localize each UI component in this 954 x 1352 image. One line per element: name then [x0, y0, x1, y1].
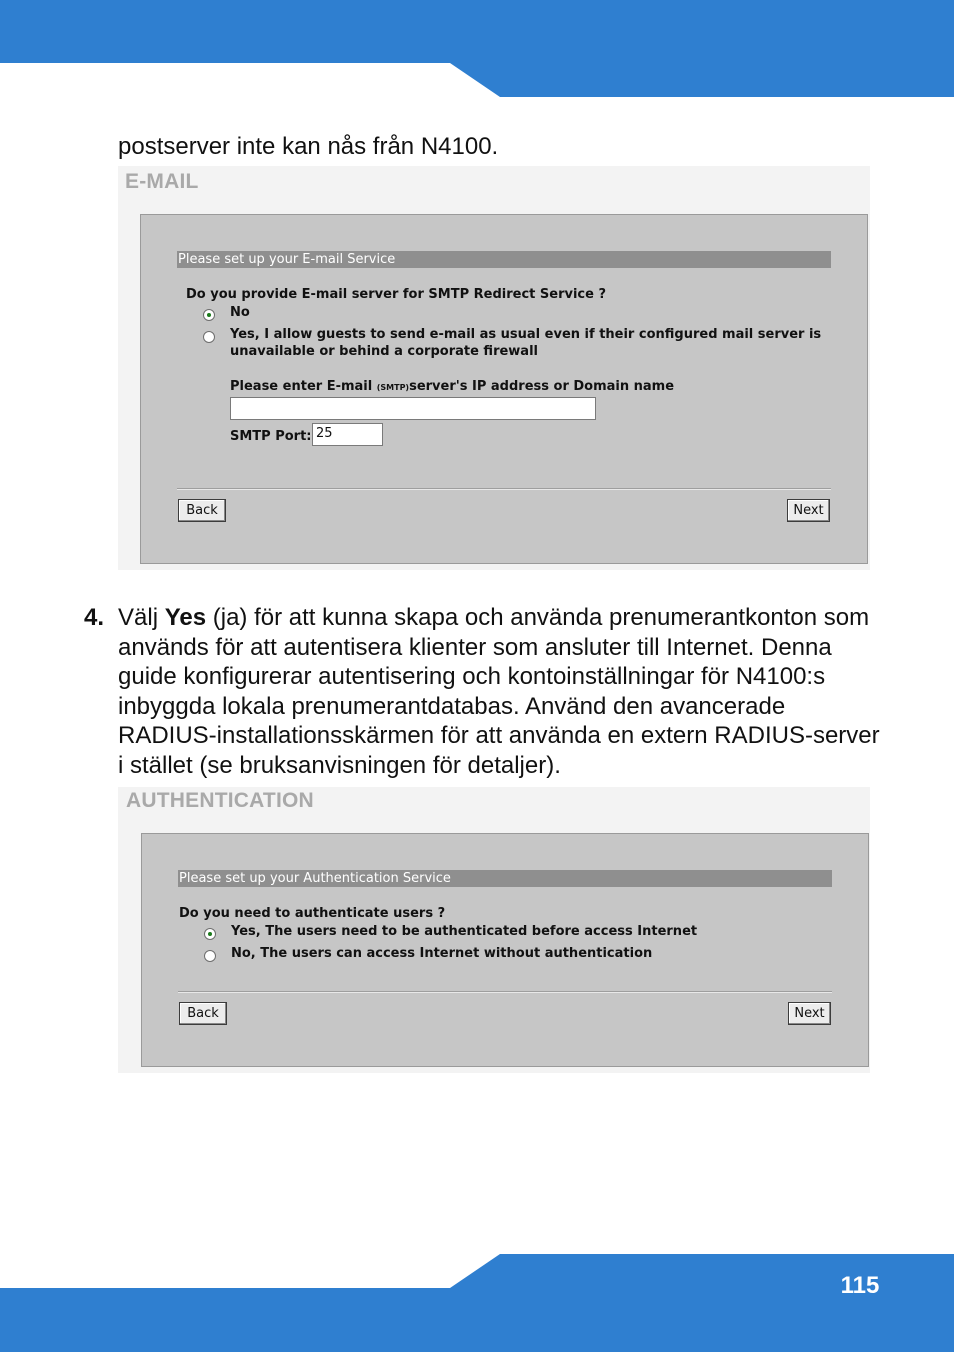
- smtp-server-input[interactable]: [230, 397, 596, 420]
- radio-auth-no-label: No, The users can access Internet without authentication: [231, 946, 653, 961]
- radio-yes-label-line1: Yes, I allow guests to send e-mail as usual even if their configured mail server is: [230, 327, 822, 342]
- smtp-server-label: [230, 379, 674, 394]
- footer-band: [0, 1252, 954, 1352]
- radio-auth-no[interactable]: [204, 950, 216, 962]
- email-divider: [177, 488, 831, 490]
- auth-next-button[interactable]: Next: [788, 1002, 831, 1025]
- intro-text: postserver inte kan nås från N4100.: [118, 133, 499, 160]
- auth-screen-title: AUTHENTICATION: [126, 789, 314, 812]
- radio-no[interactable]: [203, 309, 215, 321]
- step-4-text: [118, 603, 888, 780]
- auth-divider: [178, 991, 832, 993]
- smtp-port-label: SMTP Port:: [230, 429, 312, 444]
- auth-question: Do you need to authenticate users ?: [179, 906, 446, 921]
- radio-auth-yes-label: Yes, The users need to be authenticated before access Internet: [231, 924, 698, 939]
- smtp-server-label-pre: Please enter E-mail: [230, 379, 377, 394]
- email-panel-bar: Please set up your E-mail Service: [177, 251, 831, 268]
- smtp-server-label-post: server's IP address or Domain name: [409, 379, 675, 394]
- radio-yes[interactable]: [203, 331, 215, 343]
- radio-auth-yes[interactable]: [204, 928, 216, 940]
- step-4-yes: Yes: [164, 604, 207, 631]
- email-next-button[interactable]: Next: [787, 499, 830, 522]
- auth-panel-bar: Please set up your Authentication Service: [178, 870, 832, 887]
- email-back-button[interactable]: Back: [178, 499, 226, 522]
- smtp-tag: (SMTP): [376, 383, 410, 392]
- step-4-text-pre: Välj: [118, 604, 165, 631]
- email-screen-title: E-MAIL: [125, 170, 199, 193]
- page-number: 115: [840, 1272, 880, 1299]
- smtp-question: Do you provide E-mail server for SMTP Redirect Service ?: [186, 287, 607, 302]
- radio-yes-label-line2: unavailable or behind a corporate firewall: [230, 344, 538, 359]
- radio-no-label: No: [230, 305, 250, 320]
- smtp-port-input[interactable]: 25: [312, 423, 383, 446]
- auth-back-button[interactable]: Back: [179, 1002, 227, 1025]
- header-band: [0, 0, 954, 98]
- step-number: 4.: [84, 604, 105, 631]
- step-4-text-post: (ja) för att kunna skapa och använda prenumerantkonton som används för att autentisera klienter som ansluter till Internet. Denna guide konfigurerar autentisering och kontoinställningar för N4100:s inbyggda lokala prenumerantdatabas. Använd den avancerade RADIUS-installationsskärmen för att använda en extern RADIUS-server i stället (se bruksanvisningen för detaljer).: [118, 604, 880, 779]
